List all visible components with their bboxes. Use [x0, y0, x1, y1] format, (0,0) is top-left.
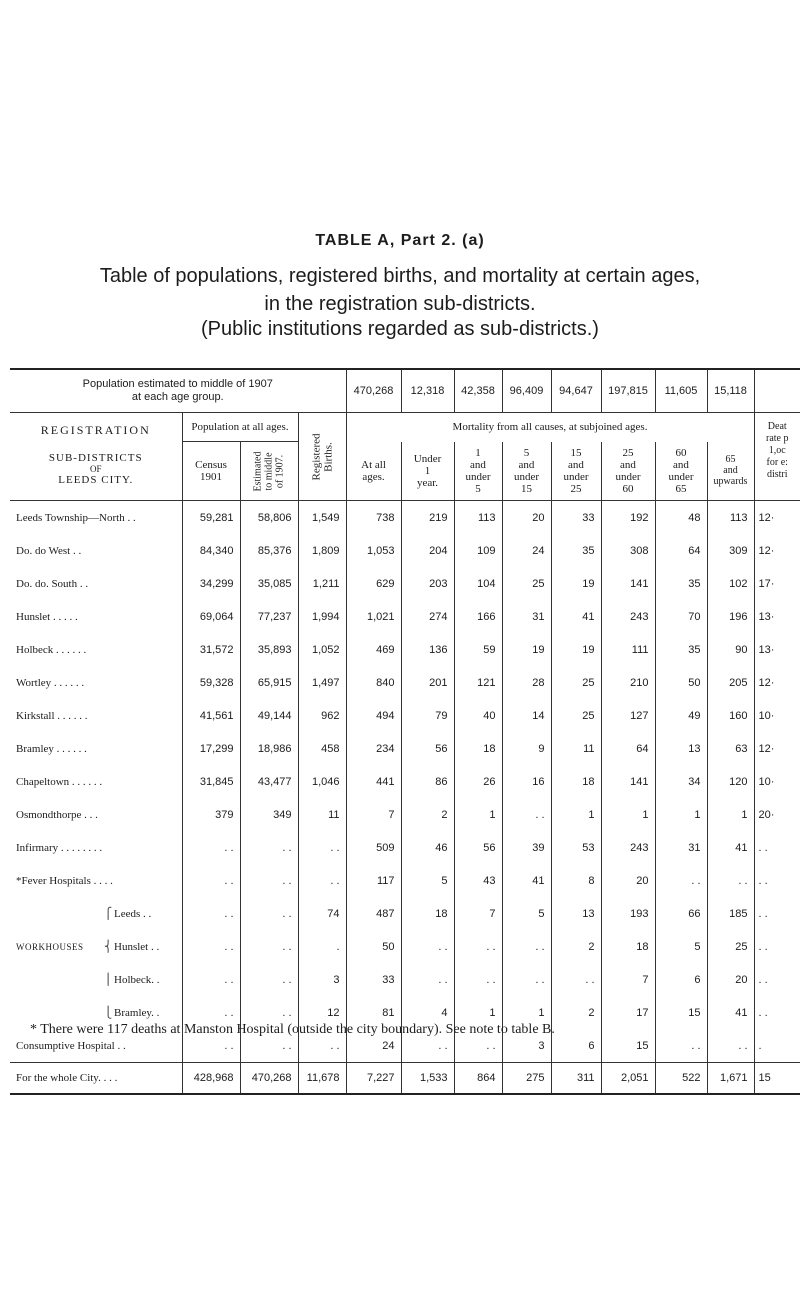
population-estimate-row — [10, 370, 800, 413]
cell: 629 — [346, 567, 401, 600]
cell: . . — [454, 1029, 502, 1063]
cell: . . — [754, 831, 800, 864]
header-row-1 — [10, 413, 800, 442]
cell: . — [754, 1029, 800, 1063]
row-name: Holbeck . . . . . . — [16, 643, 87, 656]
row-name: Leeds Township—North . . — [10, 501, 182, 535]
cell: 141 — [601, 567, 655, 600]
row-name — [10, 963, 182, 996]
cell: 58,806 — [240, 501, 298, 535]
cell: . . — [401, 1029, 454, 1063]
population-label-line-2: at each age group. — [131, 391, 224, 403]
estimated-header: Estimated to middle of 1907. — [240, 442, 298, 501]
cell: 8 — [551, 864, 601, 897]
cell: 2 — [551, 996, 601, 1029]
cell: . . — [182, 831, 240, 864]
registered-births-header: Registered Births. — [298, 413, 346, 501]
cell: 20· — [754, 798, 800, 831]
cell: 243 — [601, 600, 655, 633]
cell: 70 — [655, 600, 707, 633]
cell: 2,051 — [601, 1063, 655, 1095]
cell: 56 — [454, 831, 502, 864]
row-name: Osmondthorpe . . . — [16, 808, 98, 821]
cell: 3 — [298, 963, 346, 996]
cell: 962 — [298, 699, 346, 732]
cell: 85,376 — [240, 534, 298, 567]
row-name: *Fever Hospitals . . . . — [16, 874, 113, 887]
cell: 39 — [502, 831, 551, 864]
cell: 136 — [401, 633, 454, 666]
cell: 166 — [454, 600, 502, 633]
registration-header — [10, 413, 182, 501]
cell: 113 — [454, 501, 502, 535]
cell: 196 — [707, 600, 754, 633]
cell: 2 — [401, 798, 454, 831]
cell: . . — [454, 930, 502, 963]
cell: 17,299 — [182, 732, 240, 765]
table-row — [10, 699, 800, 732]
cell: 11 — [298, 798, 346, 831]
cell: 65,915 — [240, 666, 298, 699]
title-line-1: Table of populations, registered births, and mortality at certain ages, — [99, 265, 701, 287]
cell: 111 — [601, 633, 655, 666]
workhouse-name: Hunslet . . — [114, 940, 160, 953]
cell: 24 — [346, 1029, 401, 1063]
cell: 25 — [707, 930, 754, 963]
death-rate-header: Deat rate p 1,oc for e: distri — [754, 413, 800, 501]
cell: . . — [182, 864, 240, 897]
cell: 458 — [298, 732, 346, 765]
pop-value: 11,605 — [655, 370, 707, 413]
cell: 77,237 — [240, 600, 298, 633]
cell: 1,809 — [298, 534, 346, 567]
cell: 309 — [707, 534, 754, 567]
subdistricts-of: OF — [89, 464, 102, 474]
cell: 840 — [346, 666, 401, 699]
row-name: Kirkstall . . . . . . — [16, 709, 88, 722]
cell: . . — [298, 864, 346, 897]
cell: 64 — [601, 732, 655, 765]
cell: 120 — [707, 765, 754, 798]
table-subtitle: (Public institutions regarded as sub-districts.) — [201, 318, 599, 340]
cell: 26 — [454, 765, 502, 798]
cell: 86 — [401, 765, 454, 798]
pop-value: 197,815 — [601, 370, 655, 413]
cell: . . — [182, 963, 240, 996]
cell: 66 — [655, 897, 707, 930]
row-name: For the whole City. . . . — [10, 1063, 182, 1095]
cell: . . — [754, 963, 800, 996]
cell: 15 — [601, 1029, 655, 1063]
cell: 1,533 — [401, 1063, 454, 1095]
cell: 49,144 — [240, 699, 298, 732]
cell: 63 — [707, 732, 754, 765]
cell: 14 — [502, 699, 551, 732]
table-row — [10, 666, 800, 699]
row-name: Chapeltown . . . . . . — [16, 775, 103, 788]
cell: 12· — [754, 732, 800, 765]
cell: 522 — [655, 1063, 707, 1095]
cell: 50 — [655, 666, 707, 699]
cell: 274 — [401, 600, 454, 633]
cell: . . — [502, 963, 551, 996]
cell: 1,671 — [707, 1063, 754, 1095]
age-group-header: 15 and under 25 — [551, 442, 601, 501]
workhouse-name: Bramley. . — [114, 1006, 160, 1019]
cell: 17· — [754, 567, 800, 600]
subdistricts-city: LEEDS CITY. — [58, 474, 134, 486]
cell: 16 — [502, 765, 551, 798]
cell: 1,021 — [346, 600, 401, 633]
cell: . — [298, 930, 346, 963]
cell: 11 — [551, 732, 601, 765]
cell: 864 — [454, 1063, 502, 1095]
cell: 13 — [655, 732, 707, 765]
cell: 43 — [454, 864, 502, 897]
cell: 90 — [707, 633, 754, 666]
pop-value: 94,647 — [551, 370, 601, 413]
cell: 41 — [707, 831, 754, 864]
cell: 494 — [346, 699, 401, 732]
cell: 11,678 — [298, 1063, 346, 1095]
cell: 18 — [551, 765, 601, 798]
cell: 59,328 — [182, 666, 240, 699]
registration-title: REGISTRATION — [40, 423, 151, 437]
cell: 121 — [454, 666, 502, 699]
cell: 4 — [401, 996, 454, 1029]
cell: 219 — [401, 501, 454, 535]
cell: 441 — [346, 765, 401, 798]
cell: 7,227 — [346, 1063, 401, 1095]
cell: 64 — [655, 534, 707, 567]
cell: 15 — [655, 996, 707, 1029]
cell: 509 — [346, 831, 401, 864]
cell: 6 — [551, 1029, 601, 1063]
table-row — [10, 501, 800, 535]
table-row — [10, 600, 800, 633]
cell: 117 — [346, 864, 401, 897]
pop-value: 96,409 — [502, 370, 551, 413]
cell: 19 — [551, 633, 601, 666]
table-row — [10, 567, 800, 600]
cell: 5 — [401, 864, 454, 897]
cell: 31,572 — [182, 633, 240, 666]
age-group-header: 5 and under 15 — [502, 442, 551, 501]
cell: 25 — [551, 699, 601, 732]
cell: . . — [240, 963, 298, 996]
subdistricts-title: SUB-DISTRICTS — [48, 452, 143, 464]
cell: 35 — [655, 633, 707, 666]
cell: 1 — [707, 798, 754, 831]
cell: . . — [401, 930, 454, 963]
cell: 1 — [551, 798, 601, 831]
footnote: * There were 117 deaths at Manston Hospital (outside the city boundary). See note to table B. — [30, 1022, 555, 1037]
cell: 31 — [655, 831, 707, 864]
age-group-header: 60 and under 65 — [655, 442, 707, 501]
mortality-header: Mortality from all causes, at subjoined ages. — [346, 413, 754, 442]
cell: 487 — [346, 897, 401, 930]
cell: 3 — [502, 1029, 551, 1063]
cell: 31 — [502, 600, 551, 633]
cell: . . — [240, 930, 298, 963]
row-name: Hunslet . . . . . — [16, 610, 78, 623]
cell: 79 — [401, 699, 454, 732]
cell: 428,968 — [182, 1063, 240, 1095]
cell: 308 — [601, 534, 655, 567]
cell: 41,561 — [182, 699, 240, 732]
cell: 127 — [601, 699, 655, 732]
cell: 41 — [707, 996, 754, 1029]
cell: 50 — [346, 930, 401, 963]
cell: . . — [502, 798, 551, 831]
cell: 185 — [707, 897, 754, 930]
cell: 1 — [454, 798, 502, 831]
row-name: Consumptive Hospital . . — [16, 1039, 126, 1052]
cell: 34,299 — [182, 567, 240, 600]
cell: 9 — [502, 732, 551, 765]
cell: 43,477 — [240, 765, 298, 798]
population-mortality-table — [10, 368, 800, 1095]
cell: 46 — [401, 831, 454, 864]
table-label: TABLE A, Part 2. (a) — [315, 232, 485, 249]
pop-value: 470,268 — [346, 370, 401, 413]
title-line-2: in the registration sub-districts. — [264, 293, 536, 315]
cell: 1 — [454, 996, 502, 1029]
cell: 15 — [754, 1063, 800, 1095]
cell: . . — [655, 1029, 707, 1063]
cell: 35 — [551, 534, 601, 567]
cell: 25 — [502, 567, 551, 600]
brace-mark: ⎩ — [104, 1007, 113, 1019]
cell: 1 — [655, 798, 707, 831]
cell: . . — [298, 831, 346, 864]
age-group-header: 25 and under 60 — [601, 442, 655, 501]
cell: 19 — [502, 633, 551, 666]
cell: 192 — [601, 501, 655, 535]
cell: . . — [240, 897, 298, 930]
brace-mark: ⎪ — [104, 974, 113, 986]
cell: 469 — [346, 633, 401, 666]
cell: 243 — [601, 831, 655, 864]
cell: 59 — [454, 633, 502, 666]
cell: 2 — [551, 930, 601, 963]
cell: . . — [240, 1029, 298, 1063]
age-group-header: Under 1 year. — [401, 442, 454, 501]
cell: . . — [182, 897, 240, 930]
table-row — [10, 534, 800, 567]
cell: 1 — [601, 798, 655, 831]
workhouse-name: Holbeck. . — [114, 973, 160, 986]
cell: . . — [240, 996, 298, 1029]
age-group-header: 1 and under 5 — [454, 442, 502, 501]
cell: 7 — [346, 798, 401, 831]
cell: 20 — [707, 963, 754, 996]
cell: 41 — [551, 600, 601, 633]
row-name: Do. do West . . — [16, 544, 82, 557]
table-row — [10, 930, 800, 963]
cell: 20 — [502, 501, 551, 535]
cell: 1 — [502, 996, 551, 1029]
cell: . . — [754, 930, 800, 963]
cell: 13· — [754, 633, 800, 666]
brace-mark: ⎧ — [104, 908, 113, 920]
cell: 84,340 — [182, 534, 240, 567]
population-all-ages-header: Population at all ages. — [182, 413, 298, 442]
census-header: Census 1901 — [182, 442, 240, 501]
table-row — [10, 633, 800, 666]
pop-value: 42,358 — [454, 370, 502, 413]
cell: 69,064 — [182, 600, 240, 633]
cell: 7 — [601, 963, 655, 996]
cell: 18 — [401, 897, 454, 930]
row-name: Do. do. South . . — [16, 577, 89, 590]
table-row — [10, 765, 800, 798]
cell: 40 — [454, 699, 502, 732]
cell: 1,053 — [346, 534, 401, 567]
cell: . . — [655, 864, 707, 897]
age-group-header: 65 and upwards — [707, 442, 754, 501]
cell: . . — [240, 831, 298, 864]
data-rows — [10, 501, 800, 1063]
cell: 33 — [551, 501, 601, 535]
cell: 470,268 — [240, 1063, 298, 1095]
cell: 7 — [454, 897, 502, 930]
cell: 18,986 — [240, 732, 298, 765]
cell: . . — [298, 1029, 346, 1063]
cell: 1,052 — [298, 633, 346, 666]
cell: . . — [551, 963, 601, 996]
cell: . . — [182, 930, 240, 963]
cell: 13 — [551, 897, 601, 930]
cell: 18 — [454, 732, 502, 765]
pop-value: 12,318 — [401, 370, 454, 413]
cell: 24 — [502, 534, 551, 567]
cell: 311 — [551, 1063, 601, 1095]
table-row — [10, 897, 800, 930]
cell: 113 — [707, 501, 754, 535]
pop-value: 15,118 — [707, 370, 754, 413]
cell: 203 — [401, 567, 454, 600]
cell: . . — [182, 1029, 240, 1063]
cell: 12· — [754, 534, 800, 567]
cell: 18 — [601, 930, 655, 963]
table-row — [10, 798, 800, 831]
cell: 204 — [401, 534, 454, 567]
cell: 109 — [454, 534, 502, 567]
cell: 25 — [551, 666, 601, 699]
cell: 5 — [655, 930, 707, 963]
cell: 35,085 — [240, 567, 298, 600]
cell: 1,549 — [298, 501, 346, 535]
cell: 205 — [707, 666, 754, 699]
cell: 34 — [655, 765, 707, 798]
table-title — [0, 262, 800, 318]
cell: 1,046 — [298, 765, 346, 798]
cell: 59,281 — [182, 501, 240, 535]
cell: 12· — [754, 666, 800, 699]
cell: 28 — [502, 666, 551, 699]
cell: 35,893 — [240, 633, 298, 666]
cell: 102 — [707, 567, 754, 600]
cell: 20 — [601, 864, 655, 897]
age-group-header: At all ages. — [346, 442, 401, 501]
cell: 12· — [754, 501, 800, 535]
cell: 193 — [601, 897, 655, 930]
table-row — [10, 963, 800, 996]
cell: . . — [454, 963, 502, 996]
table-row — [10, 864, 800, 897]
cell: . . — [182, 996, 240, 1029]
cell: 49 — [655, 699, 707, 732]
cell: 160 — [707, 699, 754, 732]
cell: 1,994 — [298, 600, 346, 633]
cell: 17 — [601, 996, 655, 1029]
cell: . . — [754, 996, 800, 1029]
cell: 6 — [655, 963, 707, 996]
cell: 1,211 — [298, 567, 346, 600]
cell: . . — [401, 963, 454, 996]
cell: . . — [754, 864, 800, 897]
total-row — [10, 1063, 800, 1095]
cell: . . — [240, 864, 298, 897]
row-name: Infirmary . . . . . . . . — [16, 841, 103, 854]
row-name: Wortley . . . . . . — [16, 676, 85, 689]
brace-mark: ⎨ — [104, 941, 113, 953]
cell: 5 — [502, 897, 551, 930]
row-name — [10, 897, 182, 930]
cell: 74 — [298, 897, 346, 930]
cell: 12 — [298, 996, 346, 1029]
cell: 53 — [551, 831, 601, 864]
cell: 210 — [601, 666, 655, 699]
cell: 33 — [346, 963, 401, 996]
row-name: Bramley . . . . . . — [16, 742, 87, 755]
cell: 275 — [502, 1063, 551, 1095]
cell: . . — [707, 864, 754, 897]
cell: 10· — [754, 765, 800, 798]
row-name — [10, 930, 182, 963]
cell: 141 — [601, 765, 655, 798]
cell: 1,497 — [298, 666, 346, 699]
table-row — [10, 831, 800, 864]
cell: . . — [707, 1029, 754, 1063]
table-row — [10, 732, 800, 765]
cell: 35 — [655, 567, 707, 600]
cell: 10· — [754, 699, 800, 732]
population-estimate-label — [10, 370, 346, 413]
cell: 56 — [401, 732, 454, 765]
cell: 19 — [551, 567, 601, 600]
cell: . . — [754, 897, 800, 930]
cell: . . — [502, 930, 551, 963]
workhouse-name: Leeds . . — [114, 907, 152, 920]
cell: 104 — [454, 567, 502, 600]
cell: 81 — [346, 996, 401, 1029]
cell: 48 — [655, 501, 707, 535]
cell: 201 — [401, 666, 454, 699]
cell: 349 — [240, 798, 298, 831]
cell: 31,845 — [182, 765, 240, 798]
cell: 13· — [754, 600, 800, 633]
cell: 379 — [182, 798, 240, 831]
cell: 234 — [346, 732, 401, 765]
population-label-line-1: Population estimated to middle of 1907 — [82, 378, 273, 390]
cell: 41 — [502, 864, 551, 897]
cell: 738 — [346, 501, 401, 535]
workhouses-label: WORKHOUSES — [16, 941, 84, 952]
